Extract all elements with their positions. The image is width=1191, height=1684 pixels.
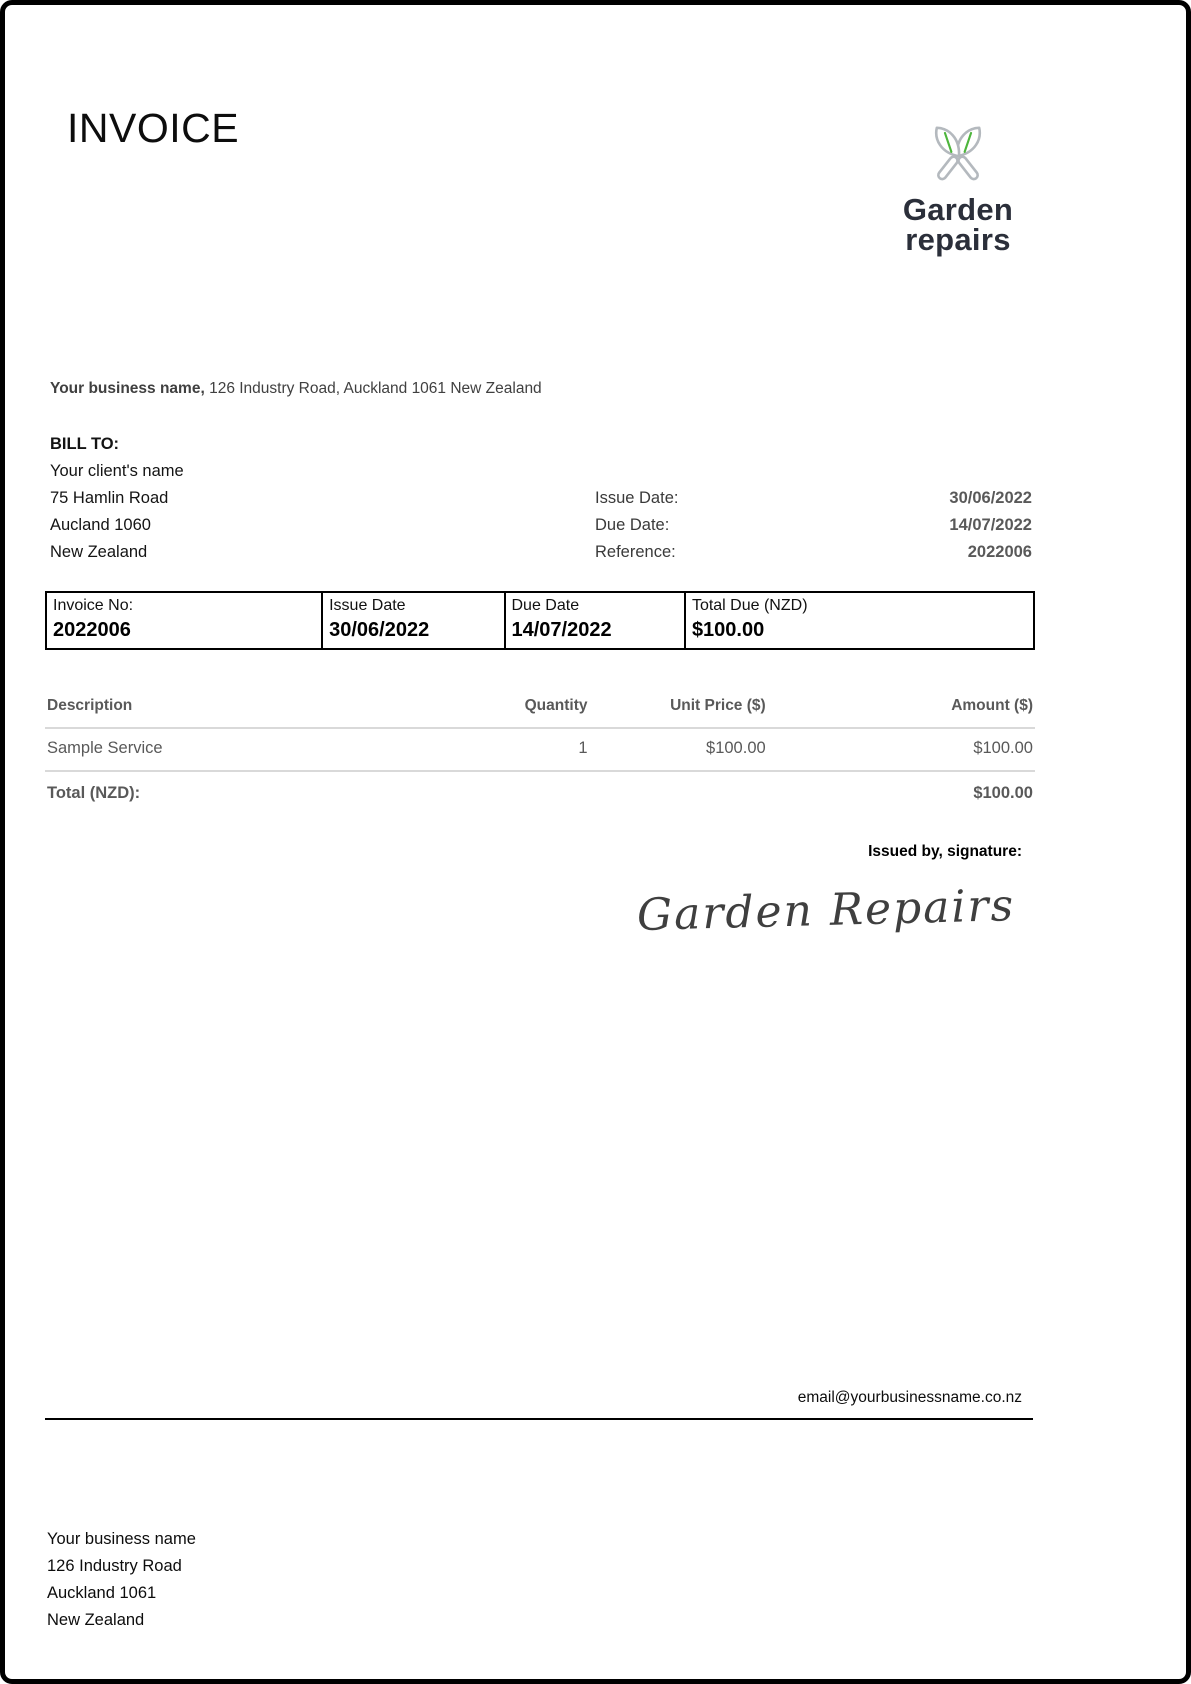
client-city: Aucland 1060 [50, 516, 151, 534]
client-country: New Zealand [50, 543, 148, 561]
issue-date-value: 30/06/2022 [949, 489, 1032, 507]
business-address: 126 Industry Road, Auckland 1061 New Zealand [204, 380, 542, 397]
invoice-meta-block [595, 485, 1032, 566]
company-logo [878, 115, 1038, 255]
signature-script: Garden Repairs [636, 880, 1016, 941]
summary-value-total-due: $100.00 [684, 617, 1033, 648]
item-description: Sample Service [47, 739, 163, 757]
items-header-row [45, 691, 1035, 729]
business-address-line [50, 380, 542, 398]
issued-by-label: Issued by, signature: [868, 843, 1022, 860]
footer-street: 126 Industry Road [47, 1557, 182, 1575]
client-street: 75 Hamlin Road [50, 489, 169, 507]
footer-country: New Zealand [47, 1611, 145, 1629]
summary-header-invoice-no: Invoice No: [53, 597, 134, 614]
crossed-trowels-icon [878, 115, 1038, 195]
business-name: Your business name, [50, 380, 205, 397]
due-date-label: Due Date: [595, 516, 670, 534]
item-quantity: 1 [578, 739, 588, 757]
business-email: email@yourbusinessname.co.nz [797, 1389, 1022, 1406]
summary-header-issue-date: Issue Date [321, 593, 503, 617]
page-title: INVOICE [67, 105, 240, 151]
invoice-summary-table [45, 591, 1035, 650]
footer-divider-line [45, 1418, 1033, 1420]
bill-to-label: BILL TO: [50, 435, 120, 453]
footer-address-block [47, 1526, 196, 1634]
logo-text-line2: repairs [905, 222, 1011, 257]
total-value: $100.00 [973, 784, 1033, 802]
table-row [45, 729, 1035, 772]
summary-header-due-date: Due Date [504, 593, 684, 617]
reference-label: Reference: [595, 543, 676, 561]
item-amount: $100.00 [973, 739, 1033, 757]
issue-date-label: Issue Date: [595, 489, 679, 507]
col-header-quantity: Quantity [524, 697, 588, 714]
summary-value-issue-date: 30/06/2022 [321, 617, 503, 648]
footer-city: Auckland 1061 [47, 1584, 157, 1602]
summary-header-total-due: Total Due (NZD) [684, 593, 1033, 617]
total-label: Total (NZD): [47, 784, 141, 802]
item-unit-price: $100.00 [706, 739, 766, 757]
summary-value-due-date: 14/07/2022 [504, 617, 684, 648]
items-total-row [45, 772, 1035, 809]
reference-value: 2022006 [967, 543, 1032, 561]
col-header-amount: Amount ($) [951, 697, 1033, 714]
footer-business-name: Your business name [47, 1530, 196, 1548]
col-header-unit-price: Unit Price ($) [670, 697, 766, 714]
line-items-table [45, 691, 1035, 809]
summary-value-invoice-no: 2022006 [53, 619, 131, 641]
bill-to-block [50, 431, 184, 566]
client-name: Your client's name [50, 462, 184, 480]
meta-row-issue-date [595, 485, 1032, 512]
meta-row-due-date [595, 512, 1032, 539]
meta-row-reference [595, 539, 1032, 566]
due-date-value: 14/07/2022 [949, 516, 1032, 534]
logo-text-line1: Garden [902, 192, 1014, 227]
col-header-description: Description [47, 697, 133, 714]
